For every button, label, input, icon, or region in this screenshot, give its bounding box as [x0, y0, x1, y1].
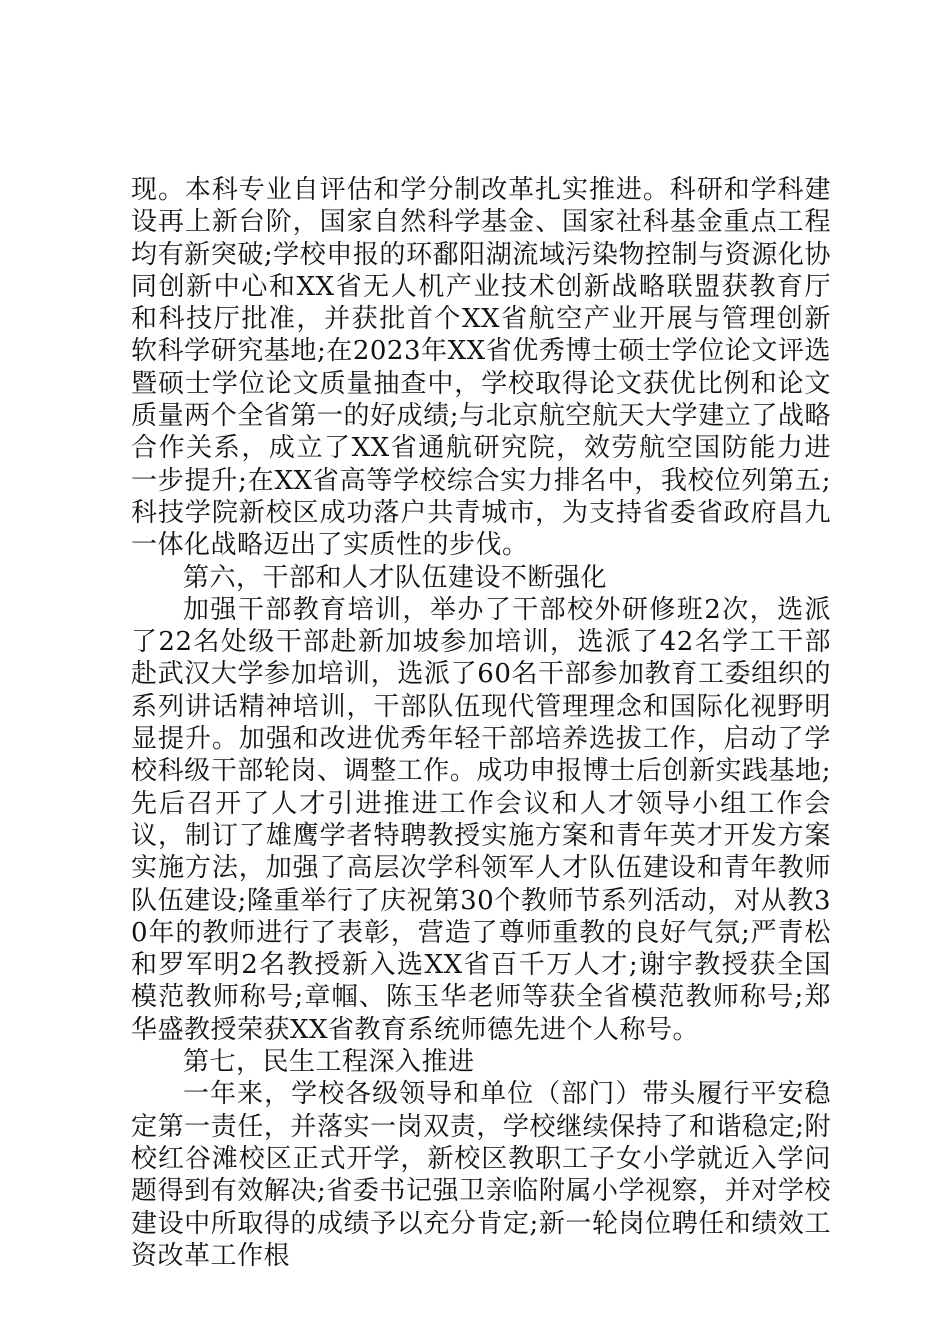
- section-heading-livelihood: 第七，民生工程深入推进: [183, 1047, 475, 1078]
- paragraph-research-achievements: 现。本科专业自评估和学分制改革扎实推进。科研和学科建设再上新台阶，国家自然科学基金、国家社科基金重点工程均有新突破;学校申报的环鄱阳湖流域污染物控制与资源化协同创新中心和XX省无人机产业技术创新战略联盟获教育厅和科技厅批准，并获批首个XX省航空产业开展与管理创新软科学研究基地;在2023年XX省优秀博士硕士学位论文评选暨硕士学位论文质量抽查中，学校取得论文获优比例和论文质量两个全省第一的好成绩;与北京航空航天大学建立了战略合作关系，成立了XX省通航研究院，效劳航空国防能力进一步提升;在XX省高等学校综合实力排名中，我校位列第五;科技学院新校区成功落户共青城市，为支持省委省政府昌九一体化战略迈出了实质性的步伐。: [131, 175, 831, 561]
- document-body: [131, 174, 831, 1272]
- paragraph-cadre-talent: 加强干部教育培训，举办了干部校外研修班2次，选派了22名处级干部赴新加坡参加培训，选派了42名学工干部赴武汉大学参加培训，选派了60名干部参加教育工委组织的系列讲话精神培训，干部队伍现代管理理念和国际化视野明显提升。加强和改进优秀年轻干部培养选拔工作，启动了学校科级干部轮岗、调整工作。成功申报博士后创新实践基地;先后召开了人才引进推进工作会议和人才领导小组工作会议，制订了雄鹰学者特聘教授实施方案和青年英才开发方案实施方法，加强了高层次学科领军人才队伍建设和青年教师队伍建设;隆重举行了庆祝第30个教师节系列活动，对从教30年的教师进行了表彰，营造了尊师重教的良好气氛;严青松和罗军明2名教授新入选XX省百千万人才;谢宇教授获全国模范教师称号;章帼、陈玉华老师等获全省模范教师称号;郑华盛教授荣获XX省教育系统师德先进个人称号。: [131, 594, 831, 1045]
- section-heading-cadre-talent: 第六，干部和人才队伍建设不断强化: [183, 562, 608, 593]
- paragraph-livelihood: 一年来，学校各级领导和单位（部门）带头履行平安稳定第一责任，并落实一岗双责，学校继续保持了和谐稳定;附校红谷滩校区正式开学，新校区教职工子女小学就近入学问题得到有效解决;省委书记强卫亲临附属小学视察，并对学校建设中所取得的成绩予以充分肯定;新一轮岗位聘任和绩效工资改革工作根: [131, 1079, 831, 1271]
